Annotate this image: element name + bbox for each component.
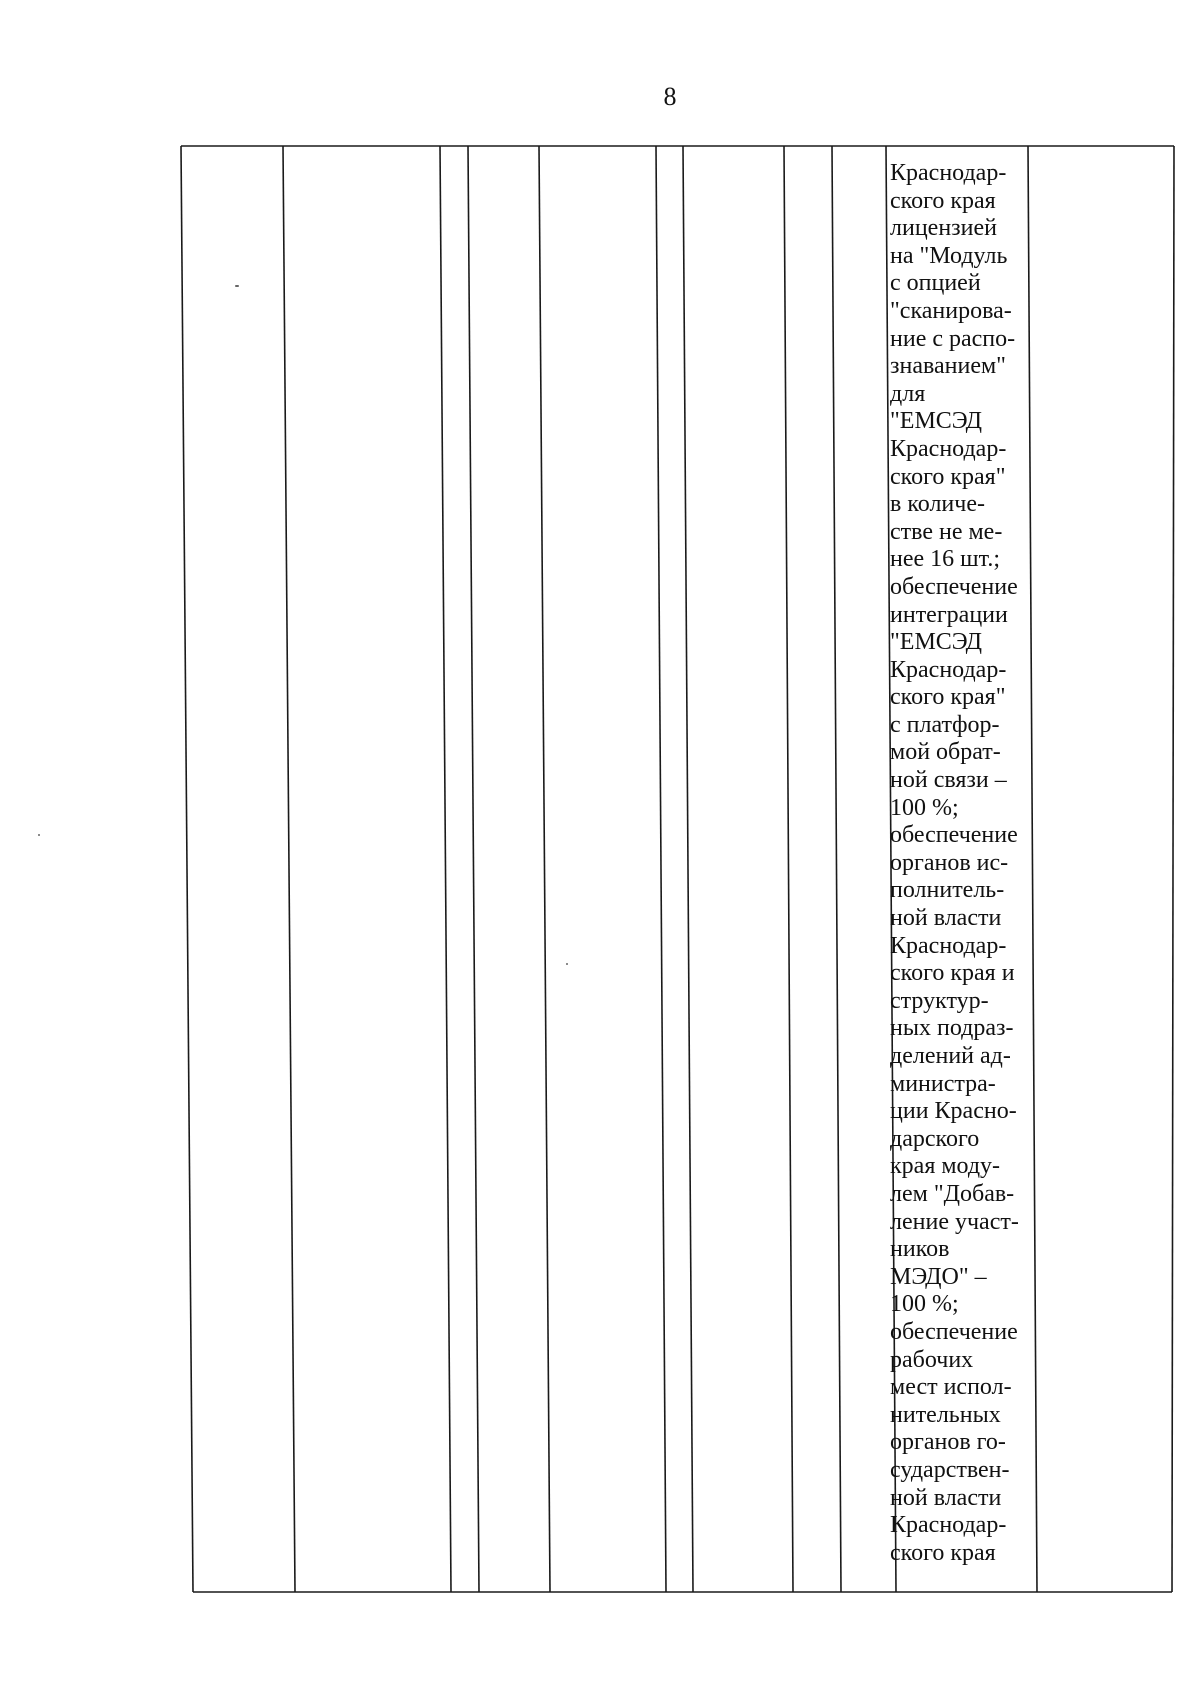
column-separator bbox=[683, 146, 693, 1592]
scan-speck bbox=[38, 834, 40, 836]
cell-text-line: МЭДО" – bbox=[890, 1263, 987, 1290]
cell-text-line: ной власти bbox=[890, 905, 1002, 932]
cell-text-line: обеспечение bbox=[890, 1318, 1018, 1345]
cell-text-line: "ЕМСЭД bbox=[890, 629, 983, 656]
cell-text-line: ние с распо- bbox=[890, 325, 1016, 352]
scan-speck bbox=[235, 285, 239, 287]
cell-text-line: Краснодар- bbox=[890, 932, 1007, 959]
cell-text-line: мест испол- bbox=[890, 1374, 1012, 1401]
cell-text-line: лем "Добав- bbox=[890, 1180, 1015, 1207]
cell-text-line: края моду- bbox=[890, 1153, 1001, 1180]
cell-text-line: нее 16 шт.; bbox=[890, 546, 1000, 573]
column-separator bbox=[440, 146, 451, 1592]
cell-text-line: Краснодар- bbox=[890, 160, 1007, 186]
cell-text-line: обеспечение bbox=[890, 822, 1018, 849]
column-separator bbox=[832, 146, 841, 1592]
table-border-left bbox=[181, 146, 193, 1592]
cell-text-line: с опцией bbox=[890, 270, 981, 297]
cell-text-line: ных подраз- bbox=[890, 1015, 1014, 1042]
cell-text-line: 100 %; bbox=[890, 794, 959, 821]
cell-text-line: ского края bbox=[890, 1539, 996, 1566]
cell-text-line: рабочих bbox=[890, 1346, 974, 1373]
column-separator bbox=[539, 146, 550, 1592]
cell-text-line: ление участ- bbox=[890, 1208, 1019, 1235]
cell-text-line: Краснодар- bbox=[890, 656, 1007, 683]
cell-text-line: структур- bbox=[890, 987, 989, 1014]
cell-text-line: органов го- bbox=[890, 1429, 1006, 1456]
cell-text-line: лицензией bbox=[890, 215, 997, 242]
cell-text-line: нительных bbox=[890, 1401, 1001, 1428]
cell-text-line: с платфор- bbox=[890, 711, 1000, 738]
cell-text-line: ников bbox=[890, 1236, 950, 1263]
cell-text-line: сударствен- bbox=[890, 1456, 1010, 1483]
cell-text-line: стве не ме- bbox=[890, 518, 1003, 545]
cell-text-line: "сканирова- bbox=[890, 297, 1012, 324]
description-cell bbox=[890, 160, 1038, 1567]
cell-text-line: ского края" bbox=[890, 684, 1006, 711]
column-separator bbox=[468, 146, 479, 1592]
cell-text-line: ной власти bbox=[890, 1484, 1002, 1511]
cell-text-line: интеграции bbox=[890, 601, 1008, 628]
cell-text-line: ной связи – bbox=[890, 767, 1007, 794]
cell-text-line: Краснодар- bbox=[890, 1512, 1007, 1539]
cell-text-line: делений ад- bbox=[890, 1043, 1011, 1069]
cell-text-line: ского края" bbox=[890, 463, 1006, 490]
table-border-right bbox=[1172, 146, 1174, 1592]
cell-text-line: министра- bbox=[890, 1070, 996, 1097]
cell-text-line: ции Красно- bbox=[890, 1098, 1017, 1125]
cell-text-line: "ЕМСЭД bbox=[890, 408, 983, 435]
cell-text-line: ского края bbox=[890, 187, 996, 214]
cell-text-line: 100 %; bbox=[890, 1291, 959, 1318]
cell-text-line: на "Модуль bbox=[890, 242, 1008, 269]
cell-text-line: органов ис- bbox=[890, 849, 1009, 876]
cell-text-line: ского края и bbox=[890, 960, 1015, 987]
cell-text-line: полнитель- bbox=[890, 877, 1005, 904]
column-separator bbox=[283, 146, 295, 1592]
column-separator bbox=[656, 146, 666, 1592]
column-separator bbox=[784, 146, 793, 1592]
page-number: 8 bbox=[663, 82, 677, 111]
cell-text-line: для bbox=[890, 380, 926, 407]
cell-text-line: знаванием" bbox=[890, 353, 1006, 380]
cell-text-line: Краснодар- bbox=[890, 435, 1007, 462]
scan-speck bbox=[566, 963, 568, 965]
cell-text-line: обеспечение bbox=[890, 573, 1018, 600]
cell-text-line: мой обрат- bbox=[890, 739, 1001, 766]
cell-text-line: дарского bbox=[890, 1125, 980, 1152]
cell-text-line: в количе- bbox=[890, 491, 985, 518]
